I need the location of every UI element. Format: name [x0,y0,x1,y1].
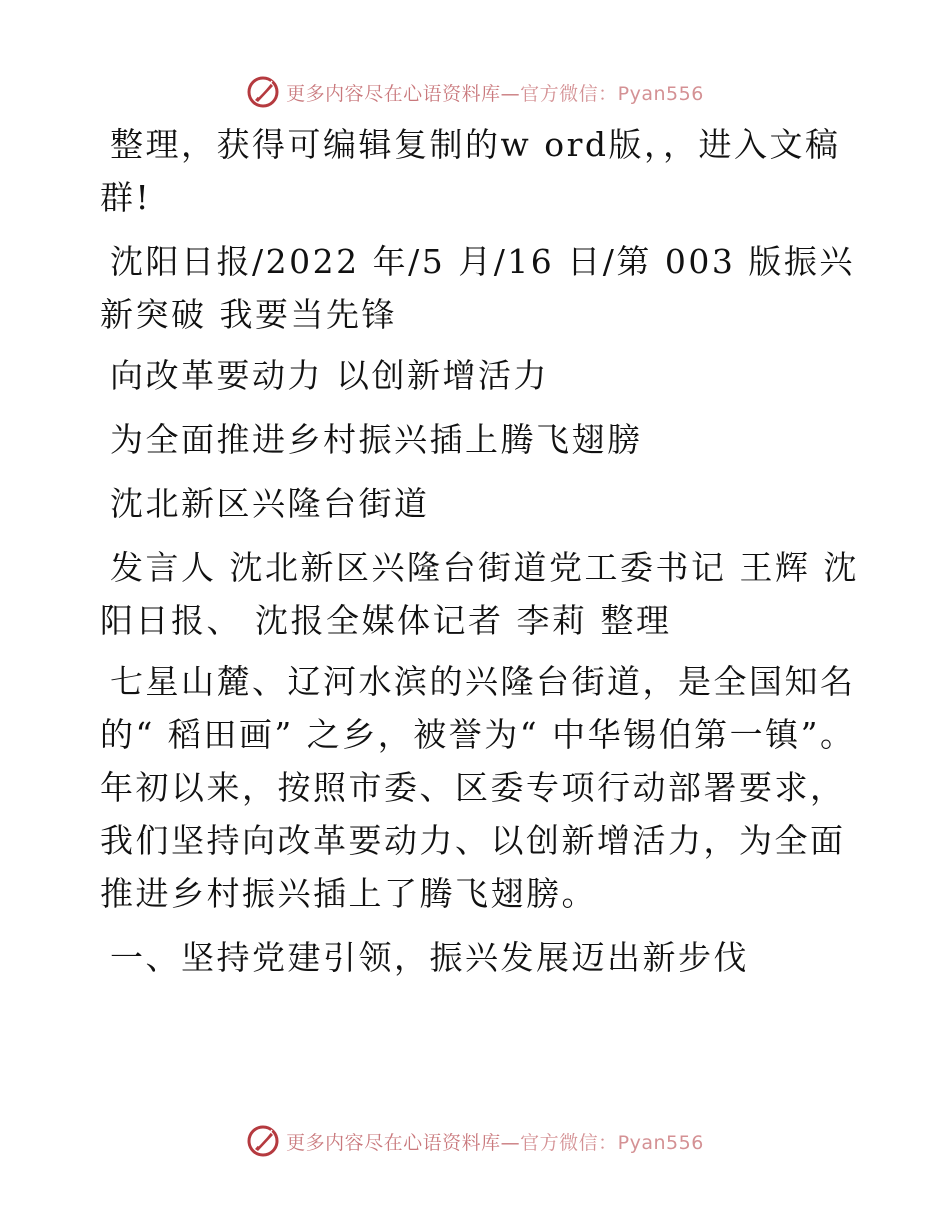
section-heading: 一、坚持党建引领，振兴发展迈出新步伐 [110,938,749,977]
header-banner [0,72,950,112]
quill-logo-icon [246,1124,280,1158]
document-body [100,118,860,995]
paragraph: 七星山麓、辽河水滨的兴隆台街道，是全国知名的“ 稻田画” 之乡，被誉为“ 中华锡伯第一镇”。年初以来，按照市委、区委专项行动部署要求，我们坚持向改革要动力、以创新增活力，为全面推进乡村振兴插上了腾飞翅膀。 [100,662,856,913]
paragraph: 向改革要动力 以创新增活力 [110,356,549,395]
banner-separator: — [500,82,521,105]
paragraph: 沈阳日报/2022 年/5 月/16 日/第 003 版振兴新突破 我要当先锋 [100,242,855,334]
paragraph: 为全面推进乡村振兴插上腾飞翅膀 [110,420,643,459]
banner-title: 更多内容尽在心语资料库 [286,1131,501,1154]
banner-title: 更多内容尽在心语资料库 [286,82,501,105]
paragraph: 整理，获得可编辑复制的w ord版，，进入文稿群! [100,125,841,217]
quill-logo-icon [246,75,280,109]
paragraph: 沈北新区兴隆台街道 [110,484,430,523]
banner-separator: — [500,1131,521,1154]
banner-wechat: 官方微信：Pyan556 [520,82,704,105]
footer-banner [0,1121,950,1161]
banner-wechat: 官方微信：Pyan556 [520,1131,704,1154]
paragraph: 发言人 沈北新区兴隆台街道党工委书记 王辉 沈阳日报、 沈报全媒体记者 李莉 整理 [100,548,859,640]
